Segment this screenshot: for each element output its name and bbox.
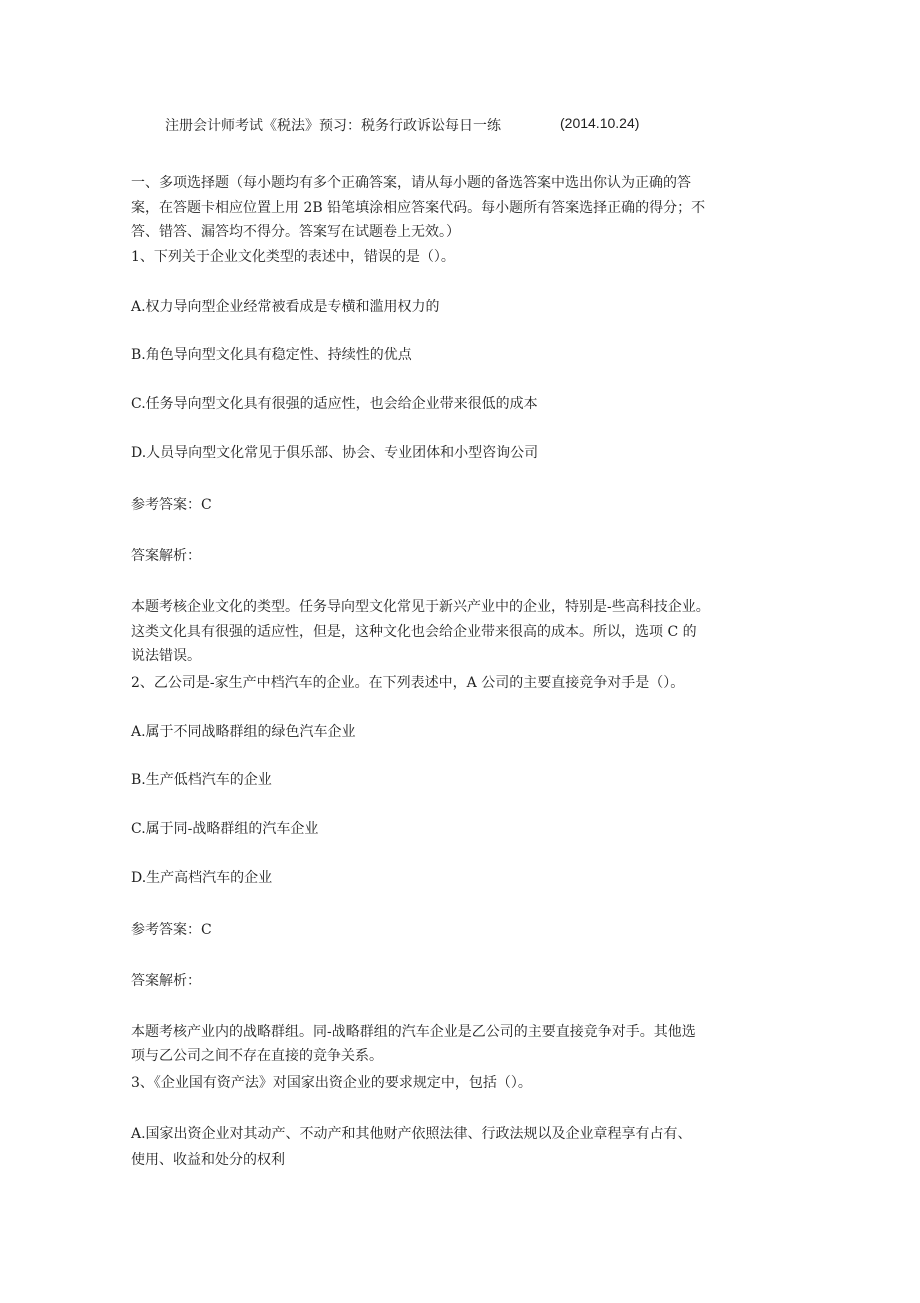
question-1-option-b: B.角色导向型文化具有稳定性、持续性的优点 (131, 347, 412, 363)
question-2-stem: 2、乙公司是-家生产中档汽车的企业。在下列表述中，A 公司的主要直接竞争对手是（）。 (131, 675, 685, 691)
section-heading-line-2: 案，在答题卡相应位置上用 2B 铅笔填涂相应答案代码。每小题所有答案选择正确的得分；不 (131, 200, 706, 216)
document-date: (2014.10.24) (560, 115, 640, 131)
question-1-option-d: D.人员导向型文化常见于俱乐部、协会、专业团体和小型咨询公司 (131, 445, 539, 461)
question-2-analysis-line-1: 本题考核产业内的战略群组。同-战略群组的汽车企业是乙公司的主要直接竞争对手。其他选 (131, 1024, 696, 1040)
question-2-option-a: A.属于不同战略群组的绿色汽车企业 (131, 724, 356, 740)
document-title: 注册会计师考试《税法》预习：税务行政诉讼每日一练 (165, 118, 501, 134)
question-2-answer: 参考答案：C (131, 922, 212, 938)
question-1-stem: 1、下列关于企业文化类型的表述中，错误的是（）。 (131, 249, 455, 265)
question-1-answer: 参考答案：C (131, 497, 212, 513)
question-3-stem: 3、《企业国有资产法》对国家出资企业的要求规定中，包括（）。 (131, 1075, 532, 1091)
question-3-option-a-line-1: A.国家出资企业对其动产、不动产和其他财产依照法律、行政法规以及企业章程享有占有、 (131, 1126, 692, 1142)
question-1-option-c: C.任务导向型文化具有很强的适应性，也会给企业带来很低的成本 (131, 396, 538, 412)
section-heading-line-3: 答、错答、漏答均不得分。答案写在试题卷上无效。） (131, 224, 460, 240)
question-2-option-c: C.属于同-战略群组的汽车企业 (131, 821, 319, 837)
question-2-option-b: B.生产低档汽车的企业 (131, 772, 272, 788)
question-1-analysis-line-1: 本题考核企业文化的类型。任务导向型文化常见于新兴产业中的企业，特别是-些高科技企业。 (131, 599, 710, 615)
section-heading-line-1: 一、多项选择题（每小题均有多个正确答案，请从每小题的备选答案中选出你认为正确的答 (131, 175, 691, 191)
question-2-option-d: D.生产高档汽车的企业 (131, 870, 273, 886)
question-3-option-a-line-2: 使用、收益和处分的权利 (131, 1152, 285, 1168)
question-2-analysis-line-2: 项与乙公司之间不存在直接的竞争关系。 (131, 1048, 383, 1064)
question-1-option-a: A.权力导向型企业经常被看成是专横和滥用权力的 (131, 299, 440, 315)
question-1-analysis-line-2: 这类文化具有很强的适应性，但是，这种文化也会给企业带来很高的成本。所以，选项 C 的 (131, 624, 697, 640)
question-1-analysis-label: 答案解析： (131, 548, 201, 564)
question-2-analysis-label: 答案解析： (131, 973, 201, 989)
question-1-analysis-line-3: 说法错误。 (131, 648, 201, 664)
